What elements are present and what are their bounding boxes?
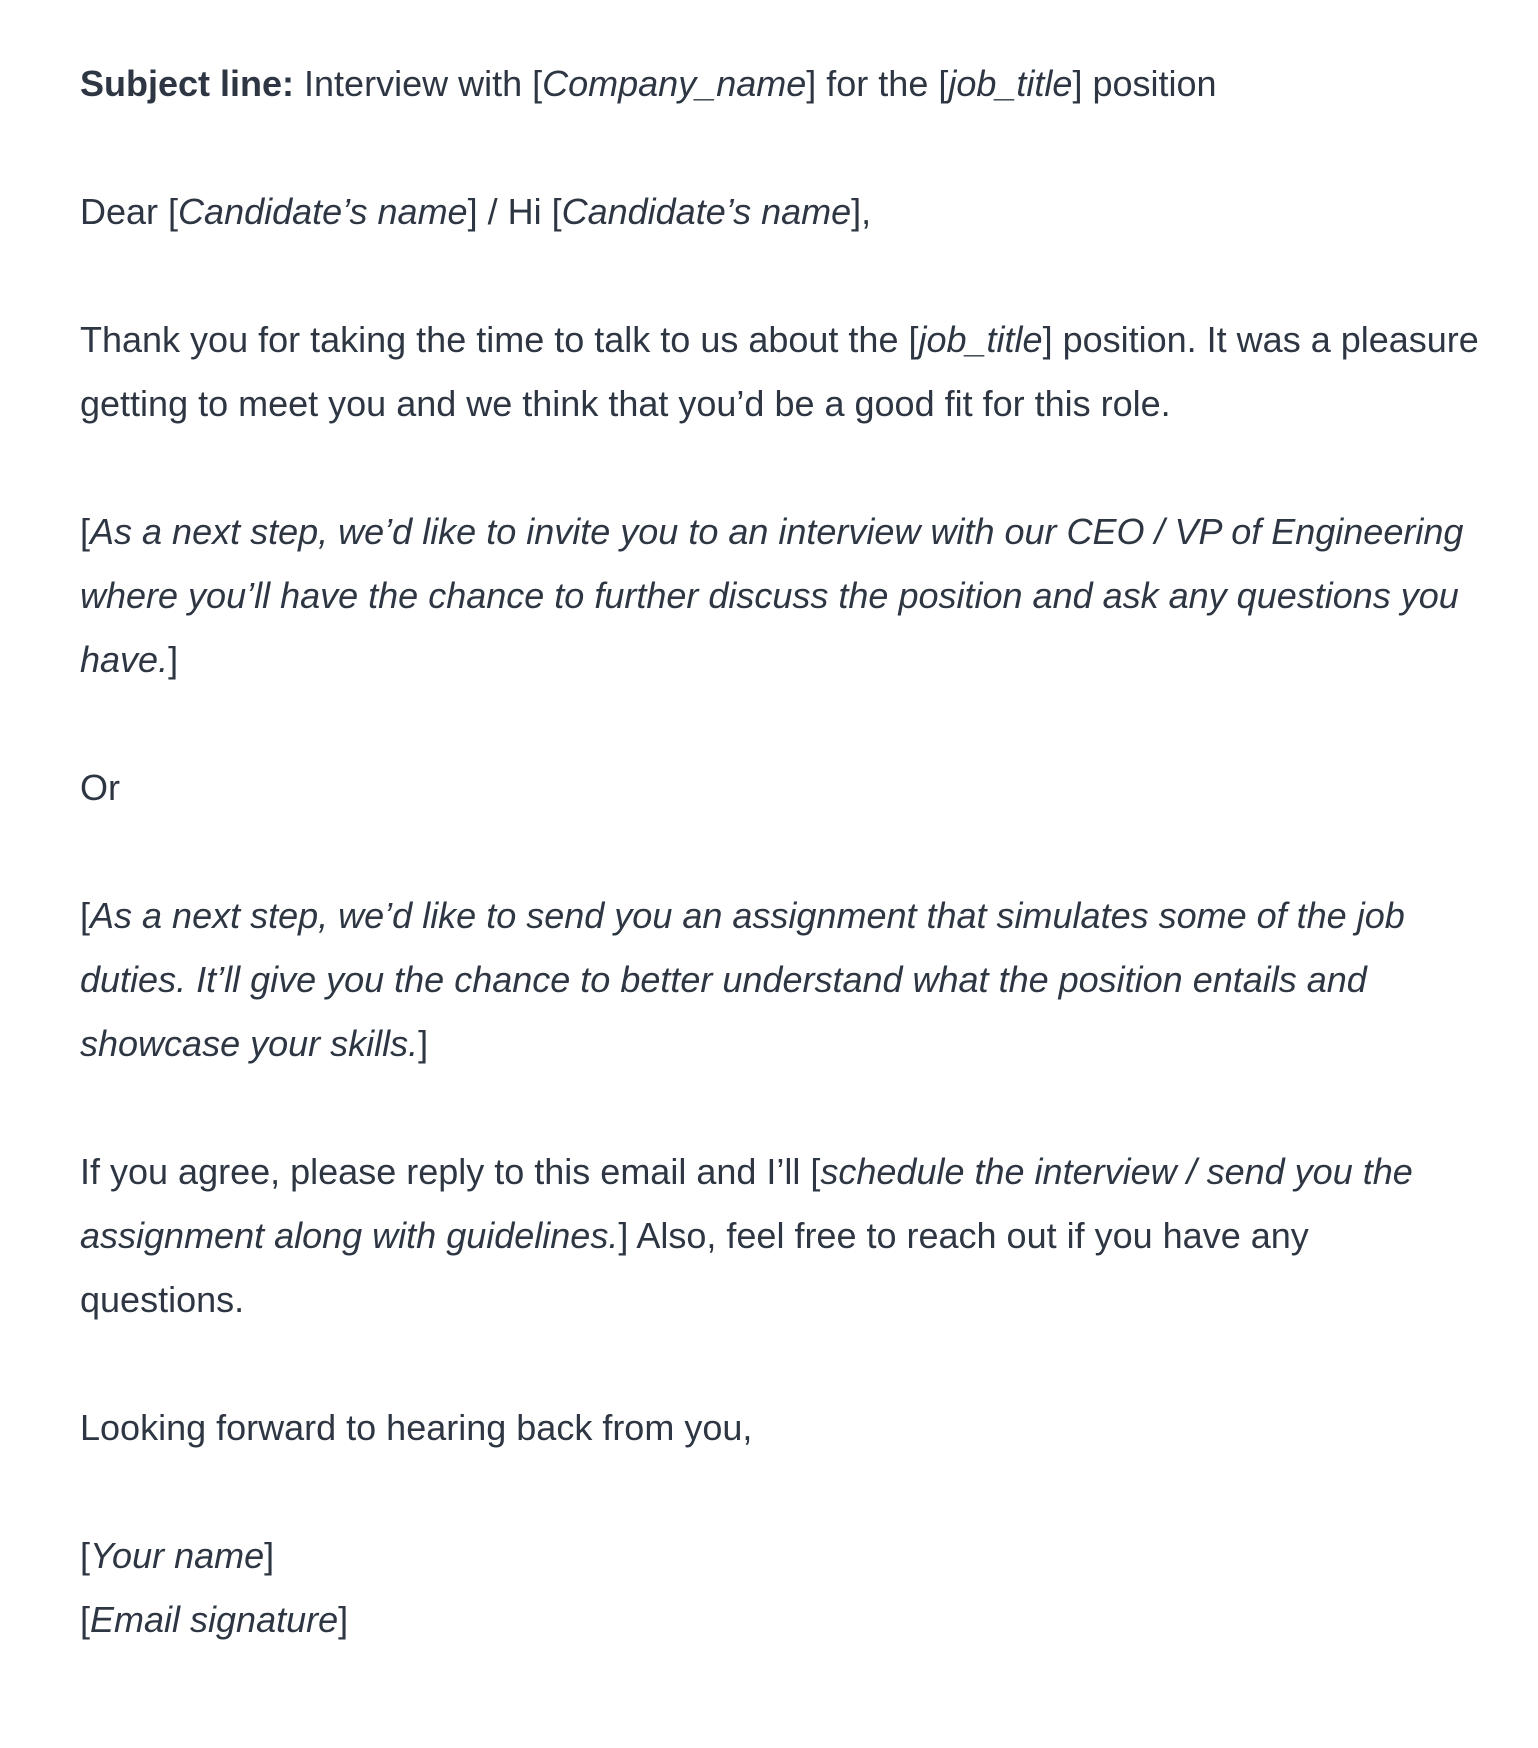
or-separator: Or — [80, 767, 120, 808]
reply-action-placeholder: schedule the interview / send you the assignment along with guidelines. — [80, 1151, 1413, 1256]
signature-email-line — [80, 1588, 1480, 1652]
bracket-close: ] — [418, 1023, 429, 1064]
interview-option-paragraph — [80, 500, 1480, 692]
bracket-open: [ — [80, 895, 91, 936]
email-template-body — [80, 52, 1480, 1652]
email-signature-placeholder: Email signature — [90, 1599, 339, 1640]
intro-text-1: Thank you for taking the time to talk to us about the [ — [80, 319, 919, 360]
bracket-close: ] — [168, 639, 179, 680]
candidate-name-placeholder-2: Candidate’s name — [561, 191, 852, 232]
bracket-open: [ — [80, 1535, 91, 1576]
job-title-placeholder: job_title — [948, 63, 1073, 104]
subject-label: Subject line: — [80, 63, 295, 104]
greeting-text-2: ] / Hi [ — [467, 191, 562, 232]
subject-text-2: ] for the [ — [806, 63, 949, 104]
bracket-open: [ — [80, 511, 91, 552]
candidate-name-placeholder-1: Candidate’s name — [178, 191, 468, 232]
assignment-option-paragraph — [80, 884, 1480, 1076]
bracket-close: ] — [264, 1535, 275, 1576]
reply-text-2: ] Also, feel free to reach out if you have any questions. — [80, 1215, 1309, 1320]
subject-text-1: Interview with [ — [294, 63, 543, 104]
intro-job-title-placeholder: job_title — [918, 319, 1043, 360]
signature-name-line — [80, 1524, 1480, 1588]
subject-line — [80, 52, 1480, 116]
intro-text-2: ] position. It was a pleasure getting to meet you and we think that you’d be a good fit for this role. — [80, 319, 1479, 424]
your-name-placeholder: Your name — [90, 1535, 265, 1576]
bracket-open: [ — [80, 1599, 91, 1640]
closing-line: Looking forward to hearing back from you, — [80, 1407, 753, 1448]
reply-paragraph — [80, 1140, 1480, 1332]
reply-text-1: If you agree, please reply to this email and I’ll [ — [80, 1151, 821, 1192]
assignment-option-text: As a next step, we’d like to send you an assignment that simulates some of the job duties. It’ll give you the chance to better understand what the position entails and showcase your skills. — [80, 895, 1405, 1064]
greeting-text-1: Dear [ — [80, 191, 179, 232]
interview-option-text: As a next step, we’d like to invite you to an interview with our CEO / VP of Engineering where you’ll have the chance to further discuss the position and ask any questions you have. — [80, 511, 1464, 680]
intro-paragraph — [80, 308, 1480, 436]
greeting-text-3: ], — [851, 191, 872, 232]
bracket-close: ] — [338, 1599, 349, 1640]
company-name-placeholder: Company_name — [542, 63, 807, 104]
greeting — [80, 180, 1480, 244]
subject-text-3: ] position — [1072, 63, 1217, 104]
